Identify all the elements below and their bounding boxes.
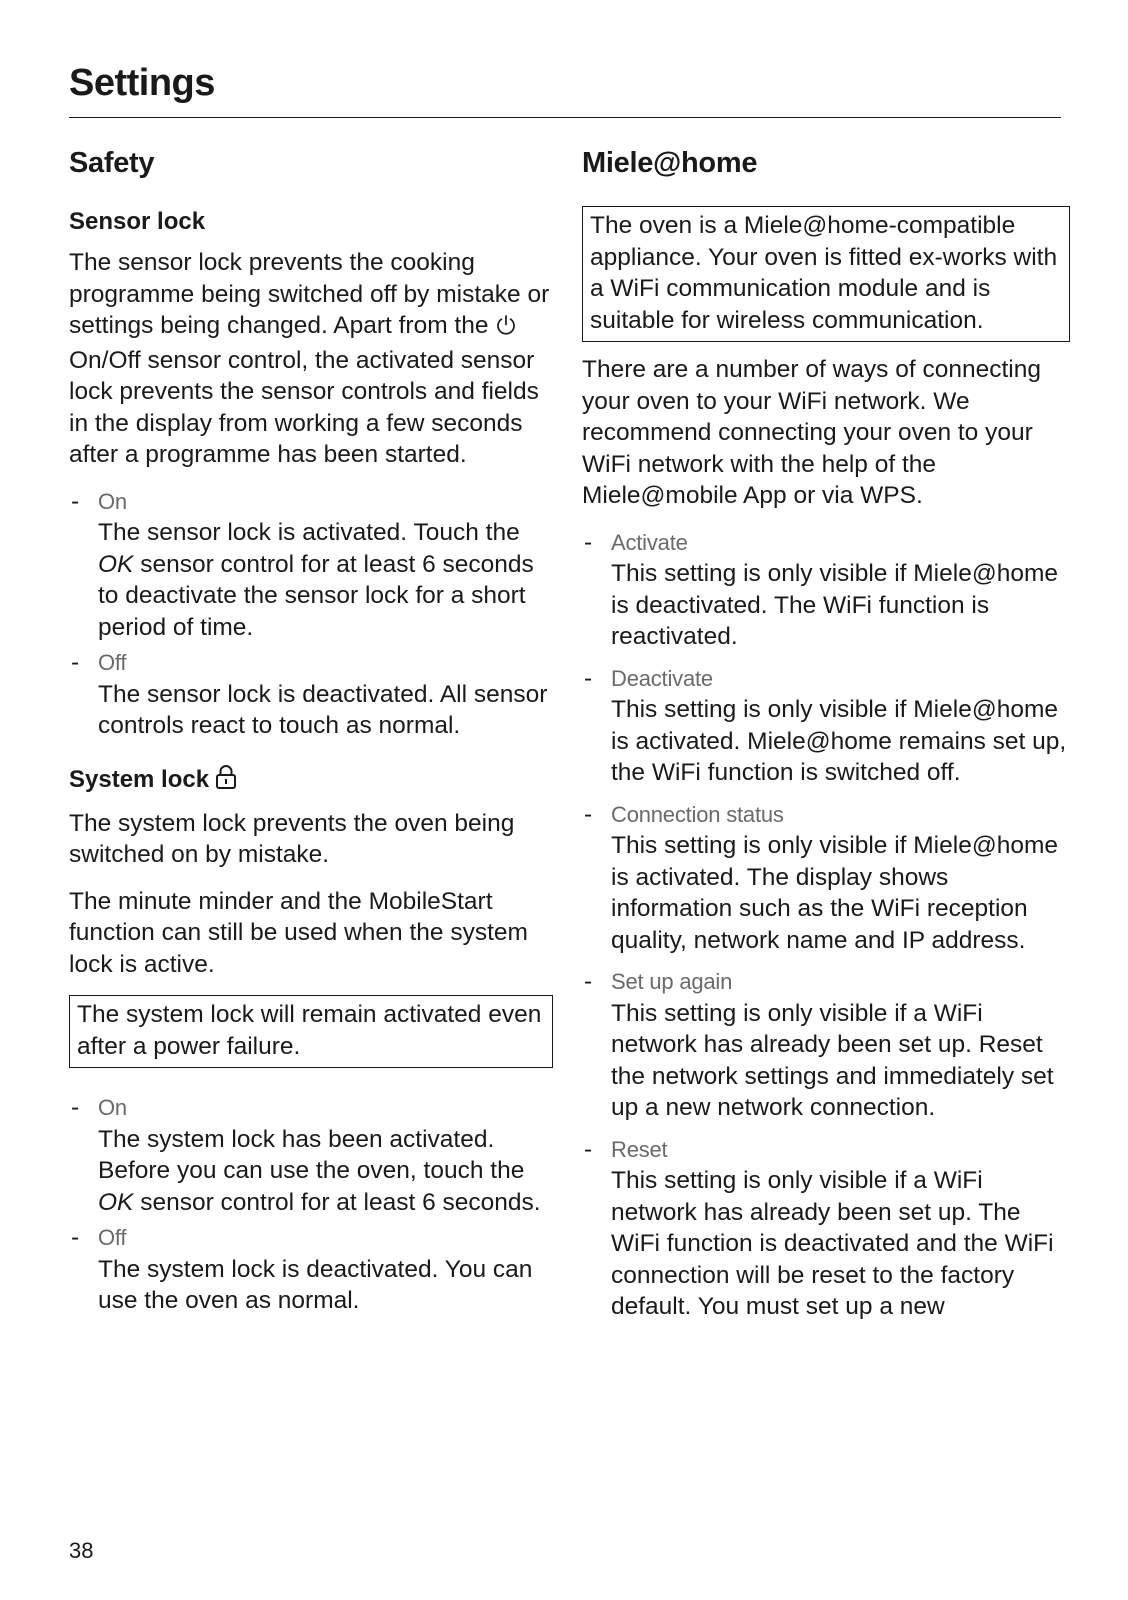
miele-option-reset: - Reset This setting is only visible if a WiFi network has already been set up. The WiFi function is deactivated and the WiFi connection will be reset to the factory default. You must set up a new [582, 1134, 1070, 1323]
option-description: This setting is only visible if Miele@home is activated. The display shows information such as the WiFi reception quality, network name and IP address. [611, 832, 1058, 954]
system-lock-para-1: The system lock prevents the oven being switched on by mistake. [69, 809, 515, 868]
miele-option-connection-status: - Connection status This setting is only visible if Miele@home is activated. The display shows information such as the WiFi reception quality, network name and IP address. [582, 799, 1070, 957]
safety-column [69, 144, 553, 1327]
miele-home-column [582, 144, 1070, 1333]
option-description: The sensor lock is activated. Touch the OK sensor control for at least 6 seconds to deactivate the sensor lock for a short period of time. [98, 519, 534, 641]
safety-heading: Safety [69, 147, 155, 179]
miele-option-activate: - Activate This setting is only visible if Miele@home is deactivated. The WiFi function is reactivated. [582, 527, 1070, 653]
miele-home-heading: Miele@home [582, 147, 758, 179]
option-label: Set up again [611, 969, 733, 994]
option-description: The system lock is deactivated. You can use the oven as normal. [98, 1255, 533, 1314]
miele-home-note-box: The oven is a Miele@home-compatible appliance. Your oven is fitted ex-works with a WiFi communication module and is suitable for wireless communication. [582, 206, 1070, 342]
option-label: On [98, 488, 127, 514]
option-label: Activate [611, 529, 688, 555]
option-label: Connection status [611, 801, 784, 827]
lock-icon [215, 764, 237, 798]
system-lock-note-box: The system lock will remain activated even after a power failure. [69, 995, 553, 1068]
system-lock-option-on: - On The system lock has been activated. Before you can use the oven, touch the OK sensor control for at least 6 seconds. [69, 1092, 553, 1218]
option-label: Deactivate [611, 665, 713, 691]
title-divider [69, 117, 1061, 118]
option-label: Reset [611, 1136, 668, 1162]
sensor-lock-option-off: - Off The sensor lock is deactivated. All sensor controls react to touch as normal. [69, 647, 553, 742]
option-description: This setting is only visible if a WiFi network has already been set up. Reset the network settings and immediately set up a new network connection. [611, 999, 1054, 1121]
power-icon [495, 313, 517, 345]
page-number: 38 [69, 1538, 94, 1563]
sensor-lock-heading: Sensor lock [69, 208, 206, 235]
option-label: Off [98, 1225, 127, 1250]
page-title: Settings [69, 62, 215, 104]
option-label: Off [98, 650, 127, 675]
sensor-lock-intro [69, 247, 553, 471]
miele-option-deactivate: - Deactivate This setting is only visible if Miele@home is activated. Miele@home remains set up, the WiFi function is switched off. [582, 663, 1070, 789]
miele-option-set-up-again: - Set up again This setting is only visible if a WiFi network has already been set up. Reset the network settings and immediately set up a new network connection. [582, 966, 1070, 1124]
miele-home-intro: There are a number of ways of connecting your oven to your WiFi network. We recommend connecting your oven to your WiFi network with the help of the Miele@mobile App or via WPS. [582, 356, 1041, 509]
option-description: This setting is only visible if a WiFi network has already been set up. The WiFi function is deactivated and the WiFi connection will be reset to the factory default. You must set up a new [611, 1167, 1054, 1320]
option-description: The system lock has been activated. Before you can use the oven, touch the OK sensor control for at least 6 seconds. [98, 1125, 541, 1216]
system-lock-option-off: - Off The system lock is deactivated. You can use the oven as normal. [69, 1222, 553, 1317]
system-lock-para-2: The minute minder and the MobileStart function can still be used when the system lock is active. [69, 887, 528, 978]
option-label: On [98, 1095, 127, 1120]
option-description: This setting is only visible if Miele@home is activated. Miele@home remains set up, the WiFi function is switched off. [611, 696, 1067, 786]
option-description: The sensor lock is deactivated. All sensor controls react to touch as normal. [98, 680, 548, 739]
sensor-lock-option-on: - On The sensor lock is activated. Touch the OK sensor control for at least 6 seconds to deactivate the sensor lock for a short period of time. [69, 486, 553, 644]
system-lock-heading: System lock [69, 764, 553, 798]
option-description: This setting is only visible if Miele@home is deactivated. The WiFi function is reactivated. [611, 560, 1058, 650]
sensor-lock-intro-a: The sensor lock prevents the cooking programme being switched off by mistake or settings being changed. Apart from the [69, 249, 550, 339]
sensor-lock-intro-b: On/Off sensor control, the activated sensor lock prevents the sensor controls and fields in the display from working a few seconds after a programme has been started. [69, 346, 539, 468]
